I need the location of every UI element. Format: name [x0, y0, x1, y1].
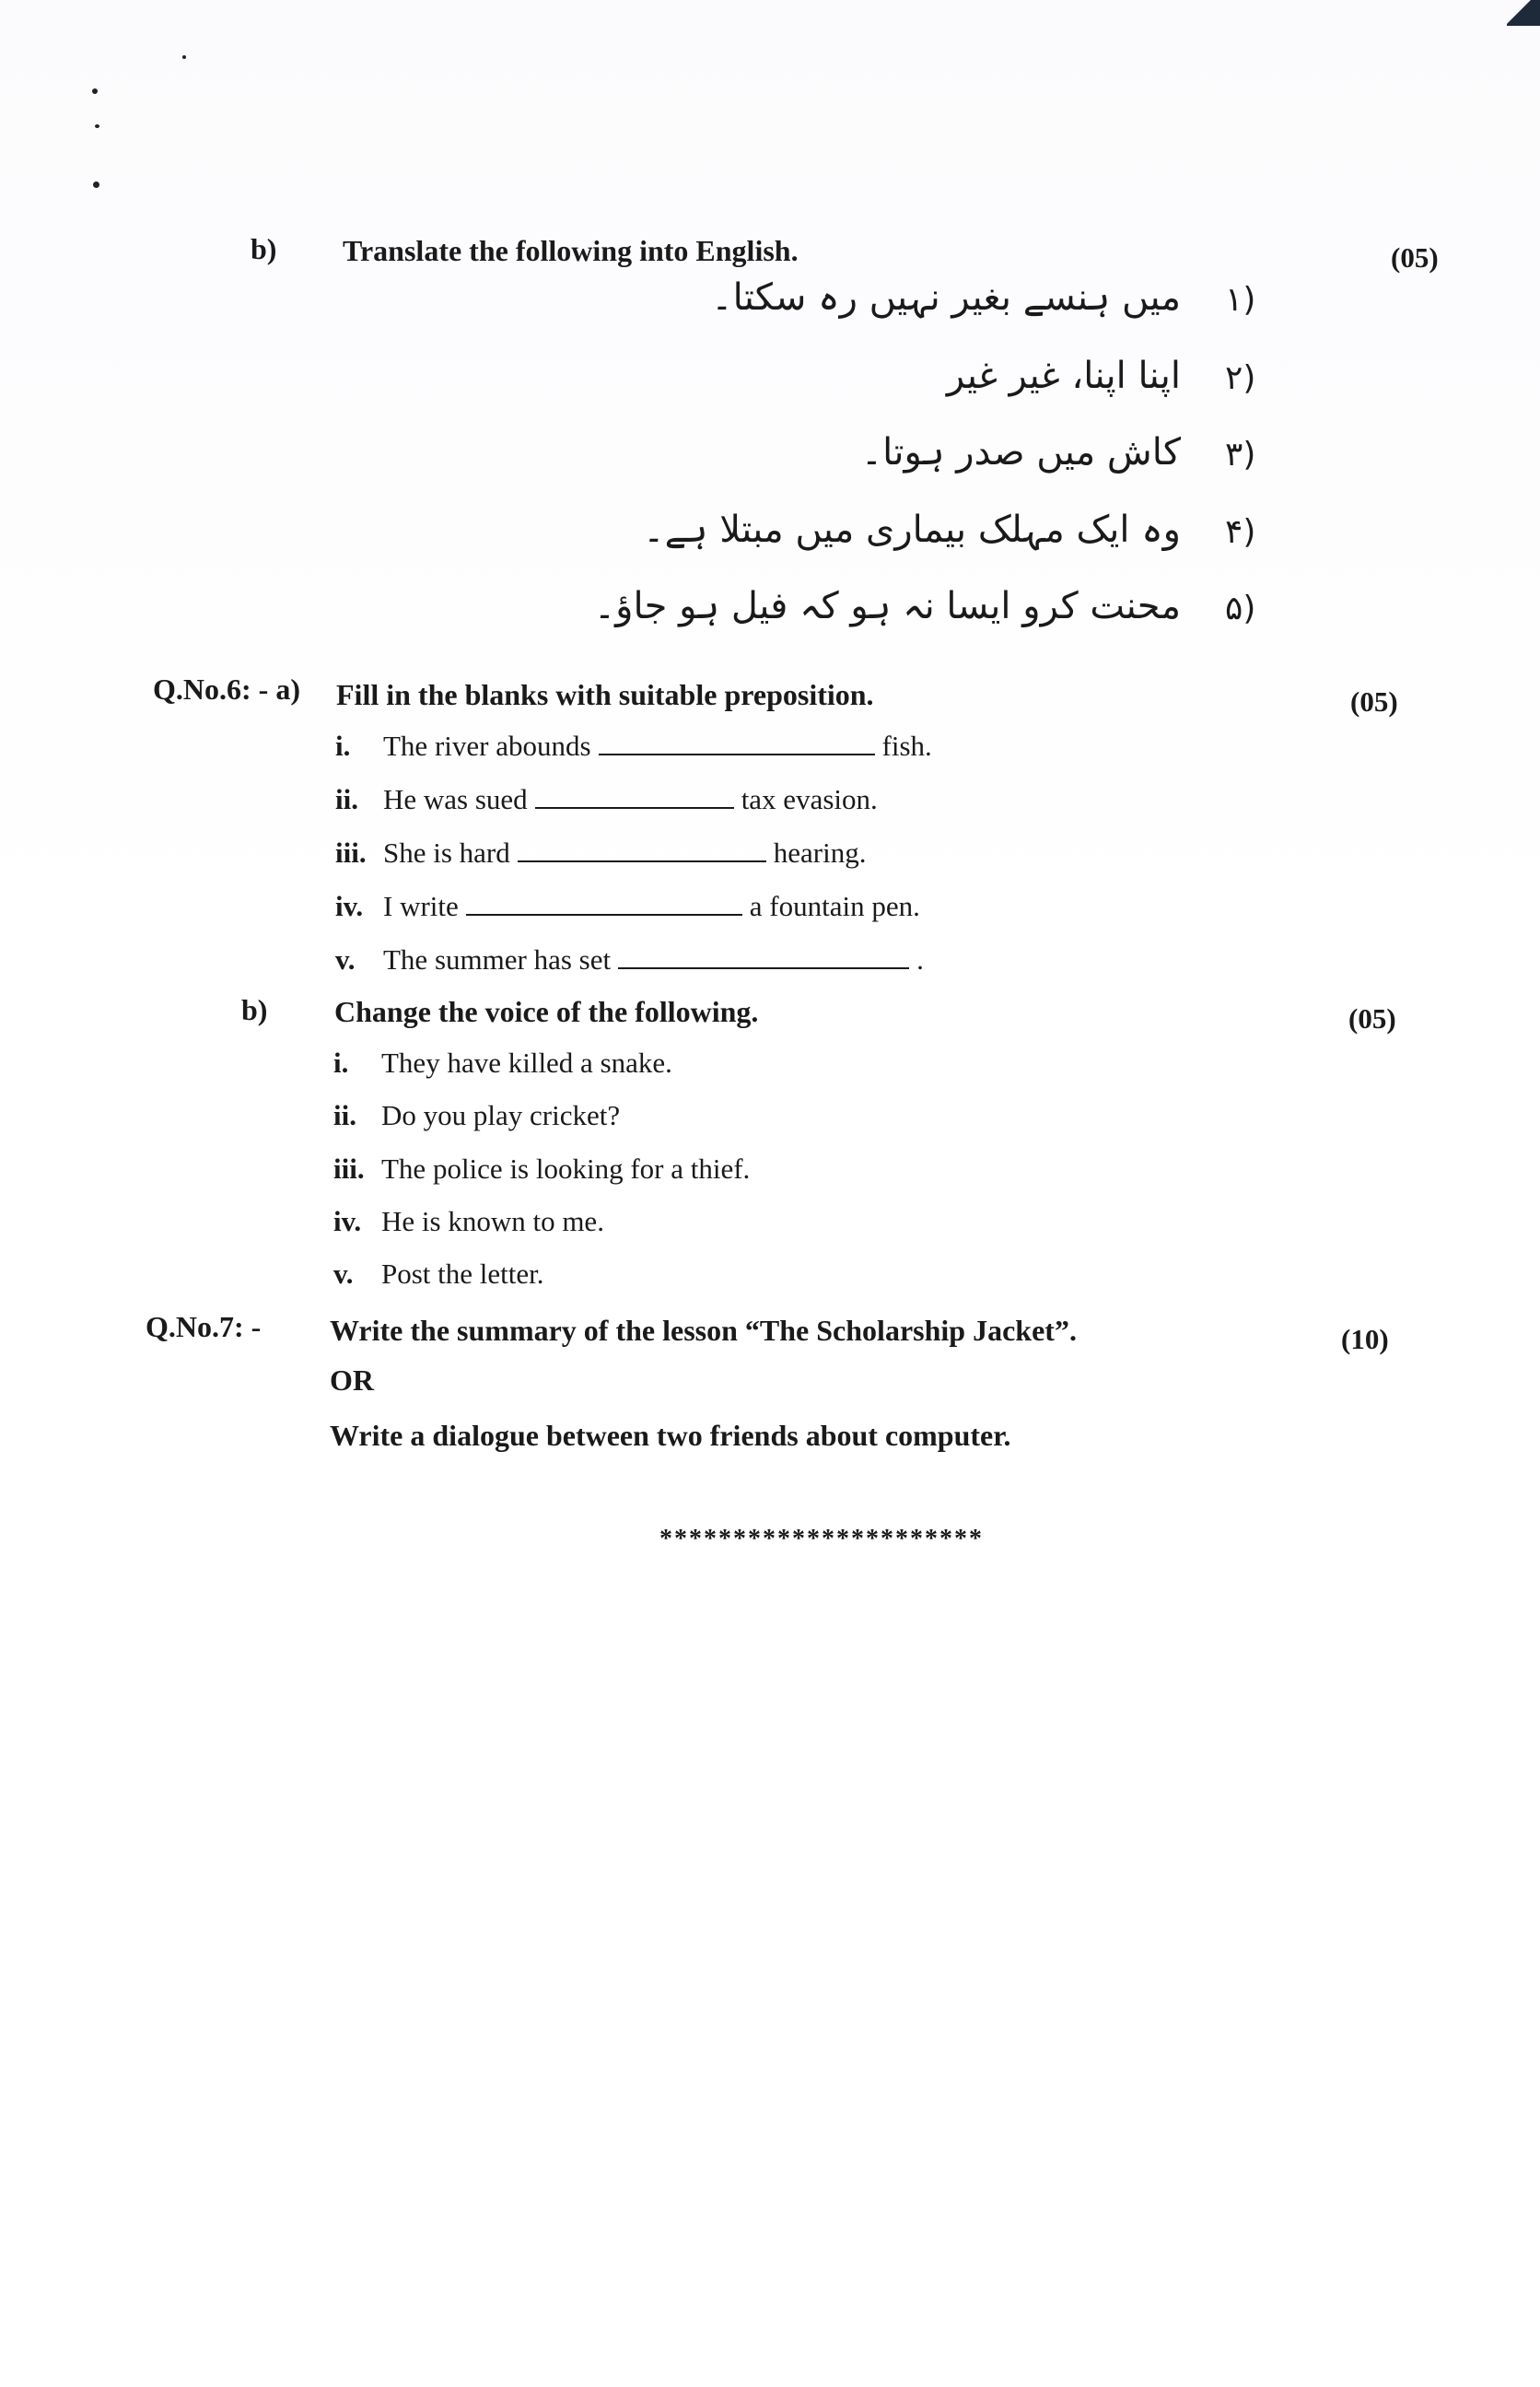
scan-speck [182, 55, 186, 59]
item-text: They have killed a snake. [381, 1047, 672, 1079]
item-number: v. [335, 943, 356, 976]
q6a-marks: (05) [1350, 685, 1398, 718]
q5b-marks: (05) [1391, 241, 1439, 274]
q6b-item-2 [333, 1099, 620, 1132]
item-number: iv. [333, 1205, 362, 1237]
urdu-number-1: ۱) [1225, 281, 1256, 319]
urdu-number-4: ۴) [1225, 513, 1256, 551]
item-number: v. [333, 1258, 354, 1290]
q5b-label: b) [251, 232, 277, 265]
item-number: ii. [333, 1099, 356, 1131]
item-text-after: hearing. [773, 837, 867, 869]
answer-blank[interactable] [518, 835, 766, 862]
q6b-item-4 [333, 1205, 604, 1238]
urdu-sentence-3: کاش میں صدر ہوتا۔ [860, 431, 1181, 474]
q6a-label: Q.No.6: - a) [153, 673, 300, 706]
answer-blank[interactable] [535, 781, 734, 809]
q6b-heading: Change the voice of the following. [334, 995, 759, 1028]
q6a-heading: Fill in the blanks with suitable preposition. [336, 678, 874, 711]
q6a-item-4 [335, 888, 920, 923]
scan-speck [93, 181, 99, 188]
q6b-item-5 [333, 1258, 544, 1291]
q7-or: OR [330, 1363, 374, 1397]
q6a-item-2 [335, 781, 878, 816]
item-text-after: a fountain pen. [749, 890, 920, 922]
urdu-sentence-1: میں ہنسے بغیر نہیں رہ سکتا۔ [711, 276, 1181, 319]
item-text-after: tax evasion. [741, 783, 878, 815]
item-text-after: fish. [881, 730, 932, 762]
item-text-before: She is hard [383, 837, 510, 869]
q7-dialogue-task: Write a dialogue between two friends about computer. [330, 1419, 1011, 1452]
item-text-before: The river abounds [383, 730, 591, 762]
item-text: The police is looking for a thief. [381, 1153, 751, 1185]
end-of-paper-marker: ********************** [659, 1525, 984, 1553]
urdu-number-3: ۳) [1225, 436, 1256, 474]
q7-label: Q.No.7: - [146, 1310, 262, 1343]
item-text-before: He was sued [383, 783, 528, 815]
urdu-sentence-4: وہ ایک مہلک بیماری میں مبتلا ہے۔ [643, 509, 1181, 551]
item-text: Do you play cricket? [381, 1099, 621, 1131]
urdu-sentence-5: محنت کرو ایسا نہ ہو کہ فیل ہو جاؤ۔ [593, 585, 1181, 627]
item-number: iv. [335, 890, 364, 922]
q7-marks: (10) [1341, 1323, 1389, 1355]
item-number: iii. [335, 837, 367, 869]
page-corner [1507, 0, 1540, 26]
answer-blank[interactable] [599, 728, 875, 755]
urdu-number-5: ۵) [1225, 590, 1256, 627]
item-text-before: The summer has set [383, 943, 612, 976]
q7-summary-task: Write the summary of the lesson “The Scholarship Jacket”. [330, 1314, 1077, 1347]
q6a-item-3 [335, 835, 866, 870]
item-number: ii. [335, 783, 358, 815]
answer-blank[interactable] [618, 942, 909, 969]
item-text-before: I write [383, 890, 459, 922]
answer-blank[interactable] [466, 888, 742, 916]
scan-speck [92, 88, 98, 94]
item-text: Post the letter. [381, 1258, 544, 1290]
urdu-number-2: ۲) [1225, 359, 1256, 397]
q6a-item-1 [335, 728, 932, 763]
q5b-heading: Translate the following into English. [343, 234, 799, 267]
item-number: i. [333, 1047, 349, 1079]
item-number: iii. [333, 1153, 365, 1185]
scan-speck [95, 124, 99, 128]
q6b-marks: (05) [1348, 1002, 1396, 1035]
item-text: He is known to me. [381, 1205, 604, 1237]
q6b-item-1 [333, 1047, 672, 1080]
item-text-after: . [916, 943, 924, 976]
q6a-item-5 [335, 942, 924, 977]
urdu-sentence-2: اپنا اپنا، غیر غیر [946, 355, 1181, 397]
q6b-item-3 [333, 1153, 750, 1186]
q6b-label: b) [241, 993, 268, 1026]
item-number: i. [335, 730, 351, 762]
